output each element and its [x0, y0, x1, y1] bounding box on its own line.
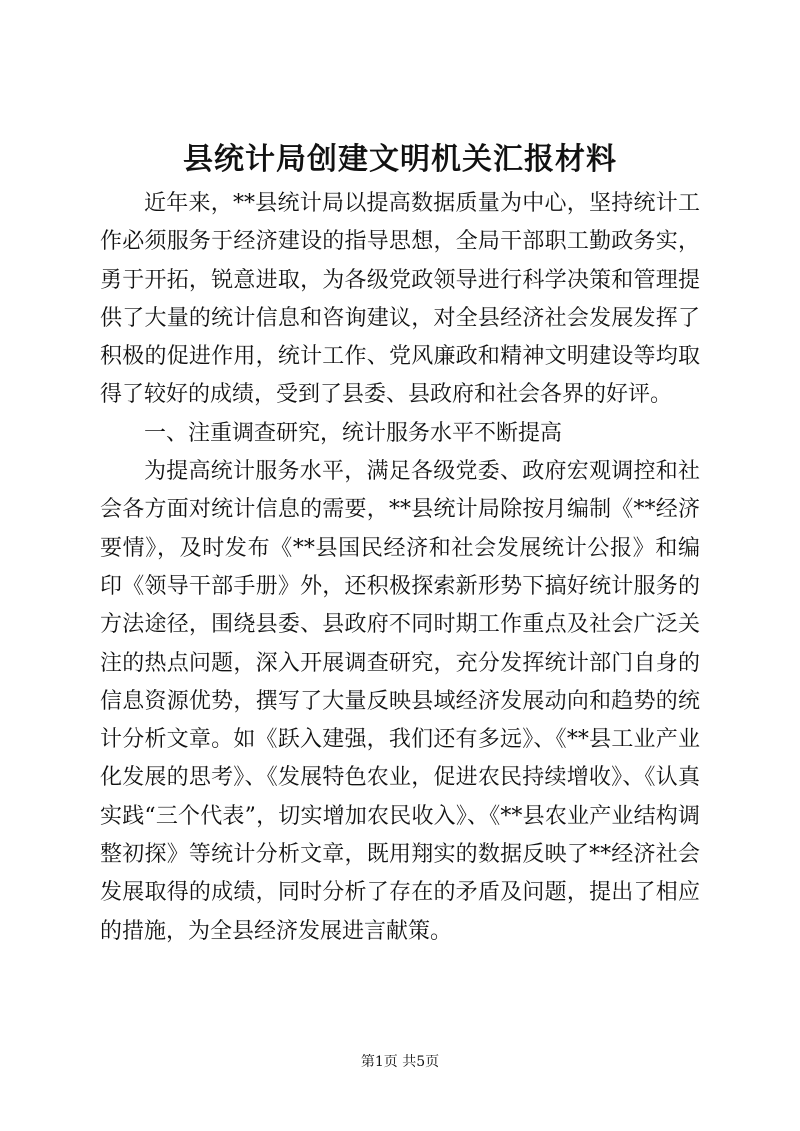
document-body: [100, 185, 700, 951]
page-footer: [0, 1052, 800, 1072]
paragraph-section-1: 为提高统计服务水平，满足各级党委、政府宏观调控和社会各方面对统计信息的需要，**县统计局除按月编制《**经济要情》，及时发布《**县国民经济和社会发展统计公报》和编印《领导干部手册》外，还积极探索新形势下搞好统计服务的方法途径，围绕县委、县政府不同时期工作重点及社会广泛关注的热点问题，深入开展调查研究，充分发挥统计部门自身的信息资源优势，撰写了大量反映县域经济发展动向和趋势的统计分析文章。如《跃入建强，我们还有多远》、《**县工业产业化发展的思考》、《发展特色农业，促进农民持续增收》、《认真实践“三个代表”，切实增加农民收入》、《**县农业产业结构调整初探》等统计分析文章，既用翔实的数据反映了**经济社会发展取得的成绩，同时分析了存在的矛盾及问题，提出了相应的措施，为全县经济发展进言献策。: [100, 459, 700, 944]
paragraph-intro: 近年来，**县统计局以提高数据质量为中心，坚持统计工作必须服务于经济建设的指导思想，全局干部职工勤政务实，勇于开拓，锐意进取，为各级党政领导进行科学决策和管理提供了大量的统计信息和咨询建议，对全县经济社会发展发挥了积极的促进作用，统计工作、党风廉政和精神文明建设等均取得了较好的成绩，受到了县委、县政府和社会各界的好评。: [100, 191, 700, 408]
document-title: 县统计局创建文明机关汇报材料: [183, 142, 617, 177]
section-heading-1: 一、注重调查研究，统计服务水平不断提高: [144, 420, 563, 446]
page-indicator: 第1页 共5页: [360, 1054, 440, 1070]
